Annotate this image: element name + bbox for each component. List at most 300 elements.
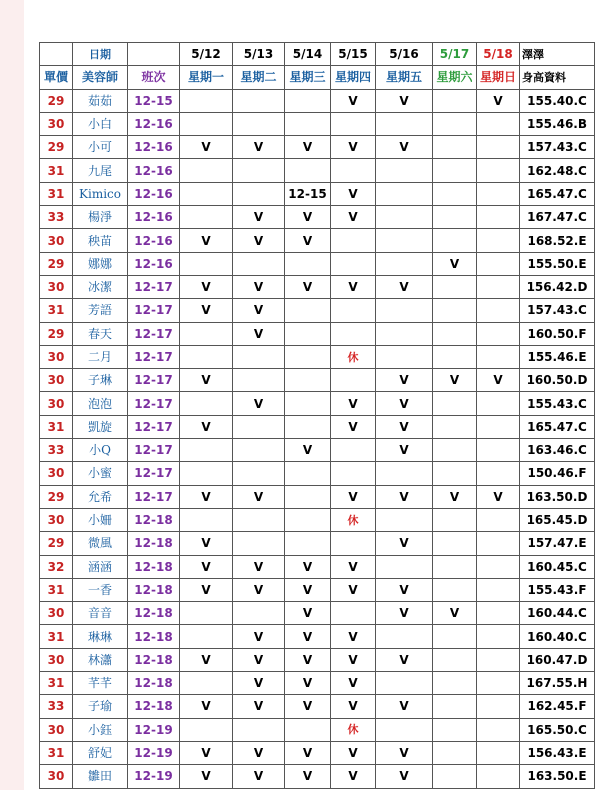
info-cell: 157.43.C [520, 299, 595, 322]
stylist-name-cell: 泡泡 [73, 392, 128, 415]
price-cell: 29 [40, 136, 73, 159]
price-cell: 31 [40, 625, 73, 648]
price-cell: 33 [40, 439, 73, 462]
info-cell: 165.45.D [520, 508, 595, 531]
class-cell: 12-17 [128, 462, 180, 485]
day-cell [477, 322, 520, 345]
info-cell: 165.50.C [520, 718, 595, 741]
day-cell [433, 741, 477, 764]
day-cell: V [331, 392, 376, 415]
day-cell: V [331, 136, 376, 159]
class-cell: 12-18 [128, 578, 180, 601]
info-cell: 165.47.C [520, 182, 595, 205]
day-cell [376, 462, 433, 485]
info-cell: 163.50.D [520, 485, 595, 508]
day-cell [433, 672, 477, 695]
day-cell [180, 159, 233, 182]
weekday-wed: 星期三 [285, 66, 331, 89]
day-cell [433, 229, 477, 252]
day-cell: V [180, 229, 233, 252]
day-cell [180, 672, 233, 695]
table-row [40, 345, 595, 368]
day-cell: V [233, 275, 285, 298]
day-cell [477, 159, 520, 182]
day-cell [180, 182, 233, 205]
day-cell [477, 136, 520, 159]
day-cell [285, 299, 331, 322]
day-cell: V [331, 672, 376, 695]
info-cell: 150.46.F [520, 462, 595, 485]
price-cell: 30 [40, 462, 73, 485]
class-cell: 12-18 [128, 625, 180, 648]
day-cell [331, 322, 376, 345]
class-cell: 12-18 [128, 648, 180, 671]
info-cell: 156.42.D [520, 275, 595, 298]
day-cell [233, 602, 285, 625]
day-cell [331, 532, 376, 555]
day-cell [477, 392, 520, 415]
day-cell: V [180, 532, 233, 555]
class-cell: 12-17 [128, 322, 180, 345]
class-cell: 12-15 [128, 89, 180, 112]
day-cell: V [376, 439, 433, 462]
date-thu: 5/15 [331, 43, 376, 66]
price-cell: 30 [40, 718, 73, 741]
day-cell: V [285, 648, 331, 671]
day-cell [285, 508, 331, 531]
day-cell: V [285, 439, 331, 462]
day-cell: V [180, 415, 233, 438]
header-blank-cell [40, 43, 73, 66]
day-cell: V [331, 695, 376, 718]
info-cell: 155.43.F [520, 578, 595, 601]
class-cell: 12-16 [128, 252, 180, 275]
class-cell: 12-17 [128, 415, 180, 438]
day-cell: V [285, 602, 331, 625]
price-cell: 31 [40, 159, 73, 182]
day-cell [331, 299, 376, 322]
day-cell [477, 765, 520, 788]
info-cell: 162.45.F [520, 695, 595, 718]
day-cell [433, 275, 477, 298]
day-cell [433, 182, 477, 205]
price-cell: 32 [40, 555, 73, 578]
day-cell [477, 741, 520, 764]
date-label: 日期 [73, 43, 128, 66]
info-cell: 163.46.C [520, 439, 595, 462]
price-cell: 30 [40, 602, 73, 625]
day-cell [477, 299, 520, 322]
schedule-table [39, 42, 595, 789]
stylist-name-cell: Kimico [73, 182, 128, 205]
weekday-fri: 星期五 [376, 66, 433, 89]
day-cell: V [233, 485, 285, 508]
table-row [40, 532, 595, 555]
day-cell [233, 182, 285, 205]
day-cell: V [477, 369, 520, 392]
day-cell [180, 206, 233, 229]
price-cell: 30 [40, 275, 73, 298]
price-cell: 30 [40, 508, 73, 531]
day-cell: V [233, 741, 285, 764]
day-cell [180, 718, 233, 741]
name-label: 美容師 [73, 66, 128, 89]
day-cell: V [285, 672, 331, 695]
table-row [40, 206, 595, 229]
header-date-row [40, 43, 595, 66]
day-cell [233, 345, 285, 368]
day-cell [233, 462, 285, 485]
day-cell [285, 322, 331, 345]
date-sun: 5/18 [477, 43, 520, 66]
day-cell: V [233, 765, 285, 788]
day-cell: V [331, 765, 376, 788]
table-row [40, 275, 595, 298]
price-cell: 33 [40, 206, 73, 229]
day-cell: V [331, 182, 376, 205]
table-row [40, 159, 595, 182]
day-cell: 休 [331, 718, 376, 741]
day-cell: V [180, 695, 233, 718]
day-cell [233, 112, 285, 135]
stylist-name-cell: 微風 [73, 532, 128, 555]
class-cell: 12-18 [128, 532, 180, 555]
day-cell: V [331, 415, 376, 438]
day-cell [376, 322, 433, 345]
day-cell [285, 369, 331, 392]
day-cell [477, 555, 520, 578]
day-cell [477, 252, 520, 275]
stylist-name-cell: 九尾 [73, 159, 128, 182]
day-cell [285, 718, 331, 741]
day-cell: V [433, 252, 477, 275]
price-cell: 29 [40, 252, 73, 275]
stylist-name-cell: 小鈺 [73, 718, 128, 741]
day-cell: V [433, 369, 477, 392]
stylist-name-cell: 雛田 [73, 765, 128, 788]
day-cell: V [376, 89, 433, 112]
stylist-name-cell: 春天 [73, 322, 128, 345]
day-cell: V [376, 648, 433, 671]
day-cell: V [233, 578, 285, 601]
day-cell [331, 159, 376, 182]
day-cell [477, 415, 520, 438]
info-label: 身高資料 [520, 66, 595, 89]
day-cell [285, 392, 331, 415]
class-cell: 12-16 [128, 159, 180, 182]
date-fri: 5/16 [376, 43, 433, 66]
day-cell [433, 112, 477, 135]
class-cell: 12-18 [128, 695, 180, 718]
day-cell: V [433, 485, 477, 508]
day-cell [180, 439, 233, 462]
day-cell [433, 462, 477, 485]
day-cell [180, 462, 233, 485]
class-cell: 12-19 [128, 718, 180, 741]
day-cell: V [285, 275, 331, 298]
stylist-name-cell: 小蜜 [73, 462, 128, 485]
info-cell: 155.50.E [520, 252, 595, 275]
day-cell [477, 206, 520, 229]
day-cell [285, 159, 331, 182]
class-cell: 12-18 [128, 602, 180, 625]
class-cell: 12-17 [128, 275, 180, 298]
table-row [40, 485, 595, 508]
table-row [40, 299, 595, 322]
stylist-name-cell: 小姍 [73, 508, 128, 531]
table-row [40, 765, 595, 788]
day-cell: V [180, 369, 233, 392]
table-row [40, 741, 595, 764]
day-cell: V [331, 206, 376, 229]
info-cell: 155.43.C [520, 392, 595, 415]
day-cell: V [376, 392, 433, 415]
day-cell [285, 485, 331, 508]
weekday-sat: 星期六 [433, 66, 477, 89]
day-cell [331, 252, 376, 275]
day-cell [433, 648, 477, 671]
day-cell: V [233, 229, 285, 252]
price-cell: 31 [40, 182, 73, 205]
day-cell [285, 532, 331, 555]
stylist-name-cell: 娜娜 [73, 252, 128, 275]
day-cell: V [376, 765, 433, 788]
day-cell: V [180, 485, 233, 508]
day-cell [376, 112, 433, 135]
table-row [40, 439, 595, 462]
day-cell [477, 182, 520, 205]
day-cell [477, 275, 520, 298]
day-cell [331, 462, 376, 485]
day-cell: V [233, 206, 285, 229]
day-cell: V [233, 555, 285, 578]
day-cell [180, 89, 233, 112]
info-cell: 155.46.E [520, 345, 595, 368]
info-cell: 156.43.E [520, 741, 595, 764]
day-cell [331, 439, 376, 462]
day-cell [331, 112, 376, 135]
class-cell: 12-18 [128, 508, 180, 531]
stylist-name-cell: 舒妃 [73, 741, 128, 764]
table-row [40, 508, 595, 531]
day-cell: V [331, 625, 376, 648]
day-cell [433, 392, 477, 415]
day-cell [477, 602, 520, 625]
stylist-name-cell: 小Q [73, 439, 128, 462]
day-cell [376, 625, 433, 648]
date-tue: 5/13 [233, 43, 285, 66]
day-cell [433, 322, 477, 345]
table-row [40, 648, 595, 671]
day-cell [433, 415, 477, 438]
info-cell: 157.43.C [520, 136, 595, 159]
day-cell [433, 695, 477, 718]
info-cell: 160.45.C [520, 555, 595, 578]
day-cell: V [285, 625, 331, 648]
stylist-name-cell: 凱旋 [73, 415, 128, 438]
day-cell: V [233, 648, 285, 671]
day-cell: V [180, 299, 233, 322]
header-blank-cell [128, 43, 180, 66]
price-cell: 30 [40, 648, 73, 671]
day-cell [477, 625, 520, 648]
day-cell [477, 345, 520, 368]
day-cell [285, 345, 331, 368]
day-cell [285, 89, 331, 112]
class-label: 班次 [128, 66, 180, 89]
weekday-thu: 星期四 [331, 66, 376, 89]
class-cell: 12-16 [128, 182, 180, 205]
day-cell [180, 602, 233, 625]
day-cell [433, 136, 477, 159]
day-cell: V [285, 555, 331, 578]
day-cell [376, 508, 433, 531]
table-row [40, 112, 595, 135]
day-cell: V [331, 555, 376, 578]
day-cell: V [180, 578, 233, 601]
date-wed: 5/14 [285, 43, 331, 66]
day-cell: 休 [331, 508, 376, 531]
price-cell: 31 [40, 415, 73, 438]
table-row [40, 136, 595, 159]
stylist-name-cell: 芊芊 [73, 672, 128, 695]
day-cell [285, 462, 331, 485]
day-cell [376, 555, 433, 578]
day-cell [477, 695, 520, 718]
day-cell [233, 439, 285, 462]
day-cell [433, 89, 477, 112]
header-weekday-row [40, 66, 595, 89]
table-row [40, 625, 595, 648]
day-cell: V [180, 555, 233, 578]
info-cell: 168.52.E [520, 229, 595, 252]
price-cell: 30 [40, 112, 73, 135]
info-cell: 162.48.C [520, 159, 595, 182]
price-cell: 29 [40, 322, 73, 345]
day-cell: 休 [331, 345, 376, 368]
day-cell [285, 415, 331, 438]
info-cell: 167.47.C [520, 206, 595, 229]
class-cell: 12-18 [128, 555, 180, 578]
day-cell: V [331, 89, 376, 112]
day-cell [180, 508, 233, 531]
day-cell [180, 112, 233, 135]
day-cell [433, 578, 477, 601]
day-cell [477, 718, 520, 741]
stylist-name-cell: 子琳 [73, 369, 128, 392]
day-cell [180, 345, 233, 368]
info-cell: 167.55.H [520, 672, 595, 695]
stylist-name-cell: 小白 [73, 112, 128, 135]
price-cell: 29 [40, 89, 73, 112]
stylist-name-cell: 小可 [73, 136, 128, 159]
class-cell: 12-17 [128, 392, 180, 415]
class-cell: 12-17 [128, 369, 180, 392]
day-cell [433, 299, 477, 322]
price-cell: 31 [40, 578, 73, 601]
day-cell: V [285, 765, 331, 788]
day-cell [433, 718, 477, 741]
day-cell [376, 206, 433, 229]
day-cell: V [180, 765, 233, 788]
day-cell [477, 112, 520, 135]
day-cell [233, 415, 285, 438]
table-row [40, 392, 595, 415]
day-cell: V [233, 136, 285, 159]
day-cell [477, 508, 520, 531]
info-cell: 160.40.C [520, 625, 595, 648]
class-cell: 12-17 [128, 439, 180, 462]
date-sat: 5/17 [433, 43, 477, 66]
day-cell [233, 532, 285, 555]
day-cell [233, 89, 285, 112]
day-cell: V [331, 275, 376, 298]
price-cell: 29 [40, 532, 73, 555]
stylist-name-cell: 子瑜 [73, 695, 128, 718]
date-mon: 5/12 [180, 43, 233, 66]
price-cell: 30 [40, 392, 73, 415]
day-cell: V [233, 695, 285, 718]
class-cell: 12-19 [128, 765, 180, 788]
stylist-name-cell: 茹茹 [73, 89, 128, 112]
table-row [40, 555, 595, 578]
day-cell [477, 672, 520, 695]
day-cell [477, 578, 520, 601]
day-cell: V [331, 578, 376, 601]
day-cell: V [285, 136, 331, 159]
weekday-mon: 星期一 [180, 66, 233, 89]
info-cell: 160.50.D [520, 369, 595, 392]
day-cell [477, 648, 520, 671]
day-cell: V [180, 136, 233, 159]
day-cell: V [376, 415, 433, 438]
price-cell: 30 [40, 345, 73, 368]
day-cell [433, 508, 477, 531]
day-cell [376, 345, 433, 368]
price-cell: 30 [40, 765, 73, 788]
day-cell [433, 159, 477, 182]
class-cell: 12-16 [128, 229, 180, 252]
day-cell [376, 672, 433, 695]
day-cell: V [331, 485, 376, 508]
day-cell: V [180, 741, 233, 764]
class-cell: 12-16 [128, 136, 180, 159]
day-cell [433, 765, 477, 788]
stylist-name-cell: 涵涵 [73, 555, 128, 578]
table-row [40, 672, 595, 695]
info-cell: 155.40.C [520, 89, 595, 112]
price-cell: 31 [40, 741, 73, 764]
day-cell: V [285, 206, 331, 229]
class-cell: 12-19 [128, 741, 180, 764]
day-cell: V [376, 532, 433, 555]
day-cell [376, 182, 433, 205]
stylist-name-cell: 琳琳 [73, 625, 128, 648]
stylist-name-cell: 允希 [73, 485, 128, 508]
table-row [40, 182, 595, 205]
day-cell: 12-15 [285, 182, 331, 205]
day-cell [233, 508, 285, 531]
day-cell: V [233, 299, 285, 322]
stylist-name-cell: 音音 [73, 602, 128, 625]
info-cell: 160.44.C [520, 602, 595, 625]
day-cell: V [376, 136, 433, 159]
table-row [40, 602, 595, 625]
stylist-name-cell: 一香 [73, 578, 128, 601]
day-cell: V [285, 229, 331, 252]
table-row [40, 322, 595, 345]
day-cell: V [376, 578, 433, 601]
